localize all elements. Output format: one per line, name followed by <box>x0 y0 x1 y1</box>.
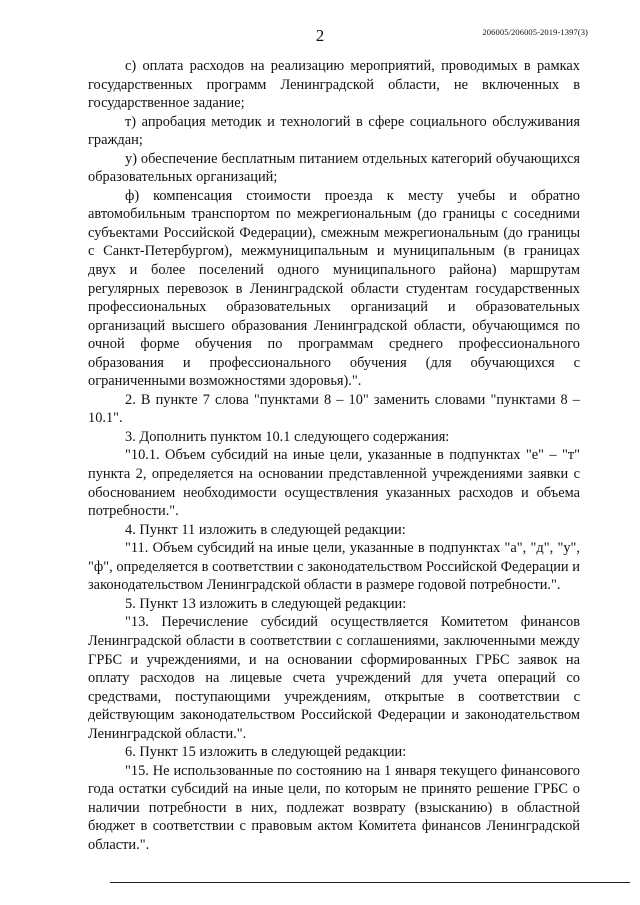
paragraph-amendment-2: 2. В пункте 7 слова "пунктами 8 – 10" заменить словами "пунктами 8 – 10.1". <box>88 391 580 427</box>
paragraph-subitem-u: у) обеспечение бесплатным питанием отдельных категорий обучающихся образовательных организаций; <box>88 150 580 186</box>
paragraph-point-11: "11. Объем субсидий на иные цели, указанные в подпунктах "а", "д", "у", "ф", определяется в соответствии с законодательством Российской Федерации и законодательством Ленинградской области в размере годовой потребности.". <box>88 540 580 594</box>
paragraph-subitem-f: ф) компенсация стоимости проезда к месту учебы и обратно автомобильным транспортом по межрегиональным (до границы с соседними субъектами Российской Федерации), смежным межрегиональным (до границы с Санкт-Петербургом), межмуниципальным и муниципальным (в границах двух и более поселений одного муниципального района) маршрутам регулярных перевозок в Ленинградской области студентам государственных профессиональных образовательных организаций и образовательных организаций высшего образования Ленинградской области, обучающимся по очной форме обучения по программам среднего профессионального образования и профессионального обучения (для обучающихся с ограниченными возможностями здоровья).". <box>88 187 580 390</box>
paragraph-amendment-5: 5. Пункт 13 изложить в следующей редакции: <box>125 595 407 612</box>
paragraph-amendment-4: 4. Пункт 11 изложить в следующей редакции: <box>125 521 406 538</box>
paragraph-amendment-6: 6. Пункт 15 изложить в следующей редакции: <box>125 744 407 761</box>
document-id: 206005/206005-2019-1397(3) <box>482 27 588 37</box>
paragraph-subitem-t: т) апробация методик и технологий в сфере социального обслуживания граждан; <box>88 113 580 149</box>
paragraph-subitem-s: с) оплата расходов на реализацию мероприятий, проводимых в рамках государственных программ Ленинградской области, не включенных в государственное задание; <box>88 58 580 112</box>
paragraph-point-13: "13. Перечисление субсидий осуществляется Комитетом финансов Ленинградской области в соответствии с соглашениями, заключенными между ГРБС и учреждениями, и на основании сформированных ГРБС заявок на оплату расходов на лицевые счета учреждений для учета операций со средствами, поступающими учреждениям, открытые в соответствии с действующим законодательством Российской Федерации и законодательством Ленинградской области.". <box>88 614 580 742</box>
document-body <box>88 57 580 855</box>
paragraph-point-15: "15. Не использованные по состоянию на 1 января текущего финансового года остатки субсидий на иные цели, по которым не принято решение ГРБС о наличии потребности в них, подлежат возврату (взысканию) в областной бюджет в соответствии с правовым актом Комитета финансов Ленинградской области.". <box>88 762 580 853</box>
page-number: 2 <box>315 26 325 45</box>
bottom-divider <box>110 882 630 883</box>
paragraph-point-10-1: "10.1. Объем субсидий на иные цели, указанные в подпунктах "е" – "т" пункта 2, определяется на основании представленной учреждениями заявки с обоснованием необходимости осуществления указанных расходов и объема потребности.". <box>88 447 580 520</box>
paragraph-amendment-3: 3. Дополнить пунктом 10.1 следующего содержания: <box>125 428 450 445</box>
